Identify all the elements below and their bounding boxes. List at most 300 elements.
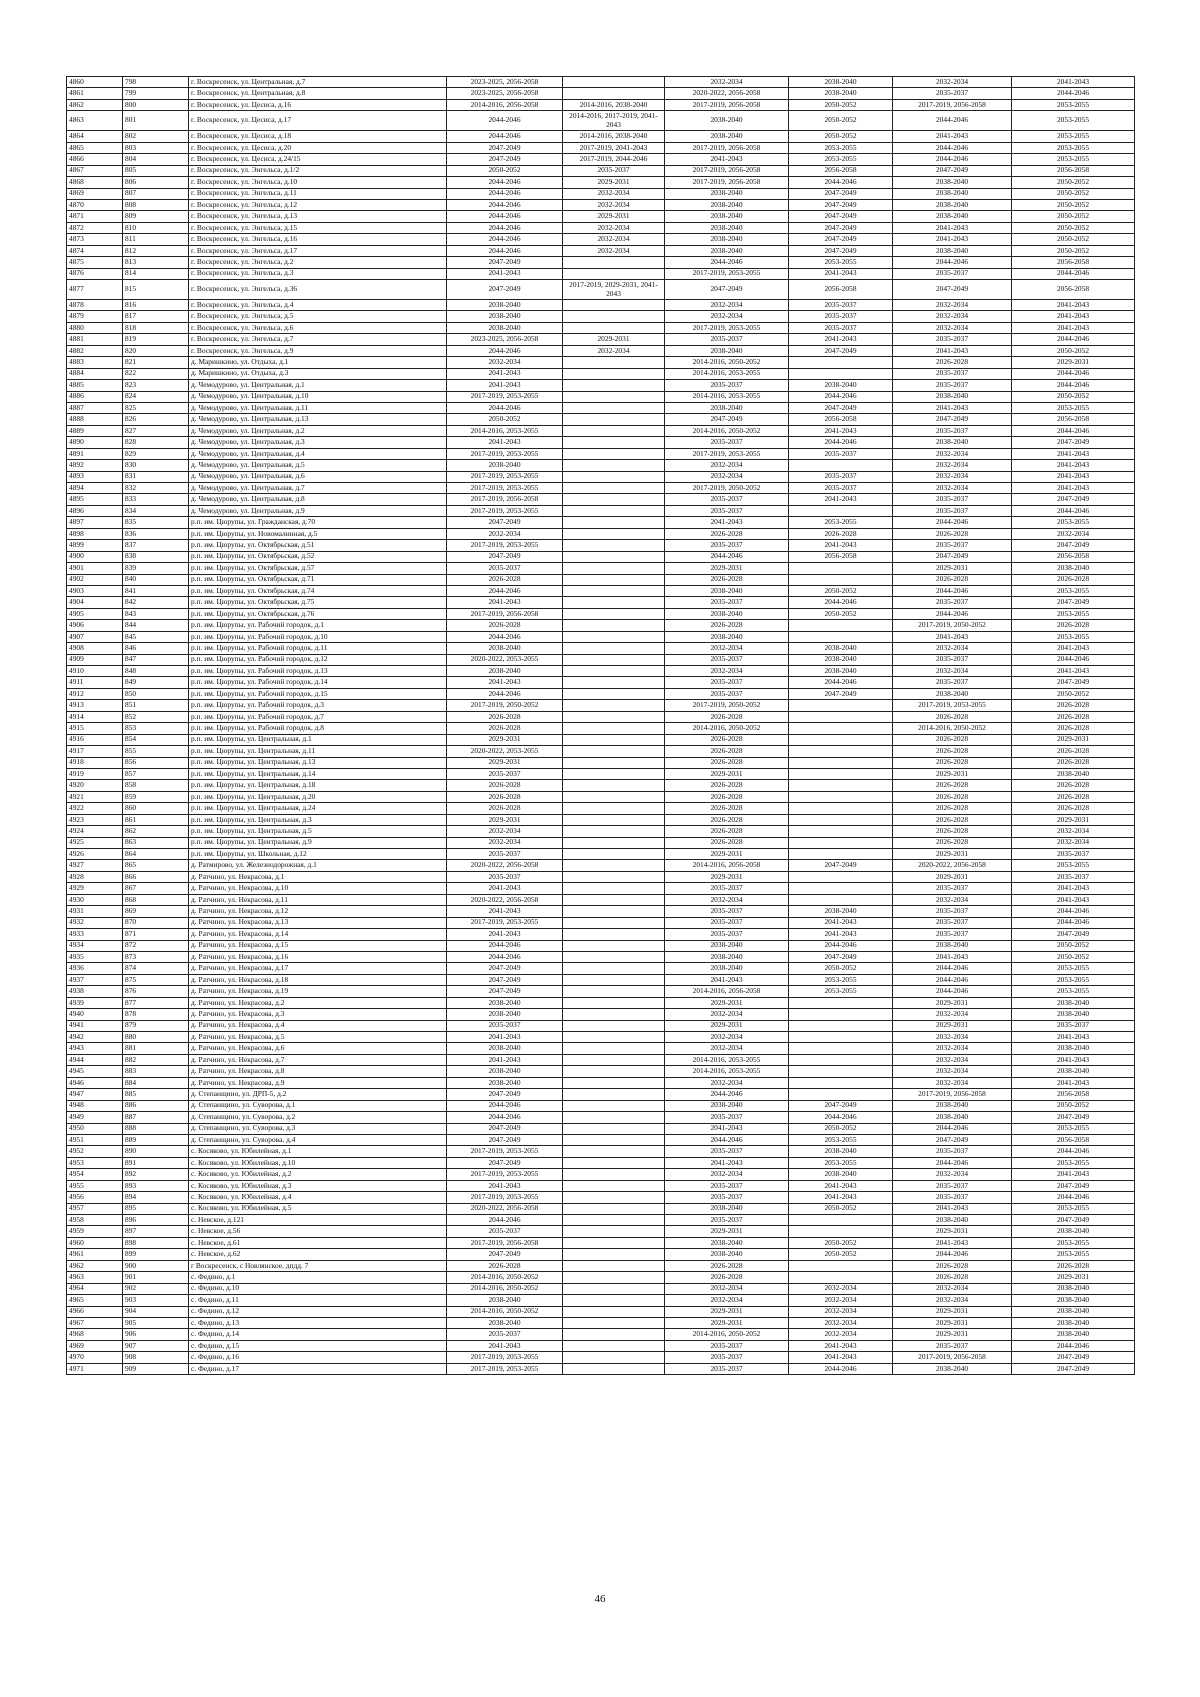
period-cell-3: 2044-2046 bbox=[665, 257, 789, 268]
period-cell-4 bbox=[789, 997, 893, 1008]
period-cell-4: 2053-2055 bbox=[789, 517, 893, 528]
period-cell-5: 2035-2037 bbox=[893, 540, 1012, 551]
address-cell: р.п. им. Цюрупы, ул. Школьная, д.12 bbox=[189, 849, 447, 860]
row-number-cell: 4959 bbox=[67, 1226, 123, 1237]
period-cell-5: 2038-2040 bbox=[893, 940, 1012, 951]
period-cell-4: 2035-2037 bbox=[789, 300, 893, 311]
address-cell: р.п. им. Цюрупы, ул. Октябрьская, д.57 bbox=[189, 563, 447, 574]
table-row bbox=[67, 300, 1135, 311]
row-number-cell: 4899 bbox=[67, 540, 123, 551]
row-number-cell: 4923 bbox=[67, 814, 123, 825]
row-number-cell: 4890 bbox=[67, 437, 123, 448]
period-cell-1: 2017-2019, 2053-2055 bbox=[447, 505, 563, 516]
period-cell-2 bbox=[563, 1340, 665, 1351]
period-cell-6: 2041-2043 bbox=[1012, 1169, 1135, 1180]
period-cell-5: 2017-2019, 2056-2058 bbox=[893, 1352, 1012, 1363]
period-cell-2 bbox=[563, 1123, 665, 1134]
period-cell-3: 2029-2031 bbox=[665, 1226, 789, 1237]
period-cell-2 bbox=[563, 1180, 665, 1191]
row-number-cell: 4969 bbox=[67, 1340, 123, 1351]
row-number-cell: 4901 bbox=[67, 563, 123, 574]
period-cell-4: 2038-2040 bbox=[789, 1169, 893, 1180]
period-cell-6: 2050-2052 bbox=[1012, 188, 1135, 199]
period-cell-5: 2035-2037 bbox=[893, 1192, 1012, 1203]
period-cell-4 bbox=[789, 780, 893, 791]
table-row bbox=[67, 1077, 1135, 1088]
address-cell: д. Чемодурово, ул. Центральная, д.11 bbox=[189, 402, 447, 413]
table-row bbox=[67, 311, 1135, 322]
period-cell-1: 2023-2025, 2056-2058 bbox=[447, 88, 563, 99]
period-cell-5: 2032-2034 bbox=[893, 1009, 1012, 1020]
house-number-cell: 833 bbox=[123, 494, 189, 505]
period-cell-1: 2044-2046 bbox=[447, 222, 563, 233]
period-cell-5: 2014-2016, 2050-2052 bbox=[893, 723, 1012, 734]
table-row bbox=[67, 551, 1135, 562]
period-cell-4: 2053-2055 bbox=[789, 986, 893, 997]
period-cell-5: 2047-2049 bbox=[893, 1134, 1012, 1145]
period-cell-3: 2038-2040 bbox=[665, 188, 789, 199]
period-cell-6: 2026-2028 bbox=[1012, 791, 1135, 802]
house-number-cell: 865 bbox=[123, 860, 189, 871]
row-number-cell: 4880 bbox=[67, 322, 123, 333]
house-number-cell: 864 bbox=[123, 849, 189, 860]
house-number-cell: 814 bbox=[123, 268, 189, 279]
period-cell-2: 2032-2034 bbox=[563, 345, 665, 356]
table-row bbox=[67, 871, 1135, 882]
period-cell-2 bbox=[563, 1066, 665, 1077]
period-cell-4: 2038-2040 bbox=[789, 1146, 893, 1157]
house-number-cell: 900 bbox=[123, 1260, 189, 1271]
period-cell-1: 2023-2025, 2056-2058 bbox=[447, 77, 563, 88]
address-cell: р.п. им. Цюрупы, ул. Рабочий городок, д.12 bbox=[189, 654, 447, 665]
address-cell: с. Федино, д.11 bbox=[189, 1295, 447, 1306]
period-cell-2 bbox=[563, 1134, 665, 1145]
period-cell-4: 2032-2034 bbox=[789, 1306, 893, 1317]
period-cell-5: 2029-2031 bbox=[893, 1306, 1012, 1317]
period-cell-3: 2035-2037 bbox=[665, 1352, 789, 1363]
period-cell-6: 2026-2028 bbox=[1012, 803, 1135, 814]
period-cell-1: 2029-2031 bbox=[447, 757, 563, 768]
house-number-cell: 884 bbox=[123, 1077, 189, 1088]
period-cell-1: 2020-2022, 2053-2055 bbox=[447, 654, 563, 665]
period-cell-6: 2026-2028 bbox=[1012, 757, 1135, 768]
period-cell-2 bbox=[563, 723, 665, 734]
address-cell: д. Ратчино, ул. Некрасова, д.14 bbox=[189, 929, 447, 940]
table-row bbox=[67, 1260, 1135, 1271]
period-cell-1: 2041-2043 bbox=[447, 1054, 563, 1065]
house-number-cell: 827 bbox=[123, 425, 189, 436]
period-cell-4: 2032-2034 bbox=[789, 1317, 893, 1328]
period-cell-1: 2041-2043 bbox=[447, 380, 563, 391]
table-row bbox=[67, 1283, 1135, 1294]
period-cell-1: 2044-2046 bbox=[447, 585, 563, 596]
house-number-cell: 798 bbox=[123, 77, 189, 88]
house-number-cell: 878 bbox=[123, 1009, 189, 1020]
table-row bbox=[67, 1295, 1135, 1306]
period-cell-6: 2041-2043 bbox=[1012, 471, 1135, 482]
period-cell-3: 2038-2040 bbox=[665, 631, 789, 642]
table-row bbox=[67, 883, 1135, 894]
period-cell-5: 2032-2034 bbox=[893, 448, 1012, 459]
period-cell-6: 2050-2052 bbox=[1012, 951, 1135, 962]
address-cell: с. Федино, д.10 bbox=[189, 1283, 447, 1294]
period-cell-5: 2038-2040 bbox=[893, 1112, 1012, 1123]
row-number-cell: 4866 bbox=[67, 154, 123, 165]
period-cell-3: 2035-2037 bbox=[665, 1340, 789, 1351]
period-cell-1: 2029-2031 bbox=[447, 814, 563, 825]
period-cell-1: 2014-2016, 2056-2058 bbox=[447, 99, 563, 110]
row-number-cell: 4916 bbox=[67, 734, 123, 745]
house-number-cell: 847 bbox=[123, 654, 189, 665]
period-cell-4 bbox=[789, 871, 893, 882]
house-number-cell: 822 bbox=[123, 368, 189, 379]
period-cell-6: 2053-2055 bbox=[1012, 1157, 1135, 1168]
address-cell: р.п. им. Цюрупы, ул. Рабочий городок, д.14 bbox=[189, 677, 447, 688]
house-number-cell: 811 bbox=[123, 234, 189, 245]
period-cell-6: 2026-2028 bbox=[1012, 574, 1135, 585]
period-cell-1: 2044-2046 bbox=[447, 131, 563, 142]
period-cell-5: 2032-2034 bbox=[893, 1066, 1012, 1077]
period-cell-3: 2014-2016, 2056-2058 bbox=[665, 986, 789, 997]
table-row bbox=[67, 711, 1135, 722]
period-cell-4: 2053-2055 bbox=[789, 142, 893, 153]
period-cell-1: 2038-2040 bbox=[447, 666, 563, 677]
table-row bbox=[67, 1134, 1135, 1145]
table-row bbox=[67, 574, 1135, 585]
period-cell-2 bbox=[563, 803, 665, 814]
period-cell-3: 2035-2037 bbox=[665, 1363, 789, 1374]
table-row bbox=[67, 1157, 1135, 1168]
period-cell-4: 2035-2037 bbox=[789, 471, 893, 482]
house-number-cell: 886 bbox=[123, 1100, 189, 1111]
period-cell-3: 2032-2034 bbox=[665, 1283, 789, 1294]
period-cell-3: 2038-2040 bbox=[665, 211, 789, 222]
address-cell: д. Ратчино, ул. Некрасова, д.12 bbox=[189, 906, 447, 917]
address-cell: д. Чемодурово, ул. Центральная, д.7 bbox=[189, 483, 447, 494]
table-row bbox=[67, 1317, 1135, 1328]
address-cell: р.п. им. Цюрупы, ул. Центральная, д.1 bbox=[189, 734, 447, 745]
period-cell-3: 2014-2016, 2050-2052 bbox=[665, 723, 789, 734]
period-cell-5: 2035-2037 bbox=[893, 268, 1012, 279]
address-cell: с. Федино, д.15 bbox=[189, 1340, 447, 1351]
house-number-cell: 903 bbox=[123, 1295, 189, 1306]
row-number-cell: 4904 bbox=[67, 597, 123, 608]
period-cell-1: 2017-2019, 2053-2055 bbox=[447, 448, 563, 459]
period-cell-1: 2047-2049 bbox=[447, 257, 563, 268]
period-cell-3: 2026-2028 bbox=[665, 711, 789, 722]
period-cell-4: 2056-2058 bbox=[789, 414, 893, 425]
table-row bbox=[67, 380, 1135, 391]
period-cell-4: 2047-2049 bbox=[789, 402, 893, 413]
period-cell-2 bbox=[563, 460, 665, 471]
period-cell-2 bbox=[563, 88, 665, 99]
period-cell-4: 2041-2043 bbox=[789, 334, 893, 345]
period-cell-5: 2026-2028 bbox=[893, 574, 1012, 585]
period-cell-3: 2038-2040 bbox=[665, 1203, 789, 1214]
period-cell-5: 2038-2040 bbox=[893, 391, 1012, 402]
period-cell-2 bbox=[563, 963, 665, 974]
period-cell-3: 2047-2049 bbox=[665, 280, 789, 300]
period-cell-6: 2047-2049 bbox=[1012, 1352, 1135, 1363]
house-number-cell: 852 bbox=[123, 711, 189, 722]
period-cell-3: 2038-2040 bbox=[665, 963, 789, 974]
table-row bbox=[67, 974, 1135, 985]
period-cell-2 bbox=[563, 643, 665, 654]
period-cell-6: 2038-2040 bbox=[1012, 1306, 1135, 1317]
period-cell-6: 2050-2052 bbox=[1012, 199, 1135, 210]
row-number-cell: 4872 bbox=[67, 222, 123, 233]
period-cell-2 bbox=[563, 654, 665, 665]
period-cell-4 bbox=[789, 1226, 893, 1237]
row-number-cell: 4936 bbox=[67, 963, 123, 974]
period-cell-2 bbox=[563, 357, 665, 368]
address-cell: д. Чемодурово, ул. Центральная, д.2 bbox=[189, 425, 447, 436]
table-row bbox=[67, 734, 1135, 745]
period-cell-5: 2047-2049 bbox=[893, 551, 1012, 562]
period-cell-3: 2041-2043 bbox=[665, 1157, 789, 1168]
period-cell-3: 2038-2040 bbox=[665, 1100, 789, 1111]
period-cell-4: 2041-2043 bbox=[789, 929, 893, 940]
address-cell: р.п. им. Цюрупы, ул. Рабочий городок, д.8 bbox=[189, 723, 447, 734]
period-cell-3: 2026-2028 bbox=[665, 1272, 789, 1283]
period-cell-6: 2032-2034 bbox=[1012, 528, 1135, 539]
period-cell-4: 2038-2040 bbox=[789, 88, 893, 99]
period-cell-3: 2014-2016, 2050-2052 bbox=[665, 357, 789, 368]
period-cell-6: 2029-2031 bbox=[1012, 357, 1135, 368]
row-number-cell: 4909 bbox=[67, 654, 123, 665]
period-cell-1: 2047-2049 bbox=[447, 974, 563, 985]
period-cell-5: 2026-2028 bbox=[893, 1260, 1012, 1271]
period-cell-1: 2017-2019, 2056-2058 bbox=[447, 608, 563, 619]
house-number-cell: 800 bbox=[123, 99, 189, 110]
period-cell-1: 2047-2049 bbox=[447, 551, 563, 562]
period-cell-4: 2038-2040 bbox=[789, 666, 893, 677]
period-cell-5: 2032-2034 bbox=[893, 643, 1012, 654]
address-cell: д. Степанщино, ул. Суворова, д.1 bbox=[189, 1100, 447, 1111]
row-number-cell: 4925 bbox=[67, 837, 123, 848]
address-cell: р.п. им. Цюрупы, ул. Октябрьская, д.52 bbox=[189, 551, 447, 562]
period-cell-1: 2050-2052 bbox=[447, 414, 563, 425]
row-number-cell: 4956 bbox=[67, 1192, 123, 1203]
period-cell-4 bbox=[789, 1260, 893, 1271]
period-cell-3: 2029-2031 bbox=[665, 849, 789, 860]
row-number-cell: 4887 bbox=[67, 402, 123, 413]
row-number-cell: 4961 bbox=[67, 1249, 123, 1260]
row-number-cell: 4898 bbox=[67, 528, 123, 539]
address-cell: г. Воскресенск, ул. Центральная, д.7 bbox=[189, 77, 447, 88]
row-number-cell: 4946 bbox=[67, 1077, 123, 1088]
period-cell-6: 2047-2049 bbox=[1012, 929, 1135, 940]
row-number-cell: 4868 bbox=[67, 177, 123, 188]
house-number-cell: 897 bbox=[123, 1226, 189, 1237]
period-cell-3: 2038-2040 bbox=[665, 345, 789, 356]
period-cell-1: 2017-2019, 2053-2055 bbox=[447, 540, 563, 551]
period-cell-5: 2029-2031 bbox=[893, 1226, 1012, 1237]
period-cell-5: 2044-2046 bbox=[893, 154, 1012, 165]
address-cell: р.п. им. Цюрупы, ул. Центральная, д.14 bbox=[189, 768, 447, 779]
period-cell-3: 2038-2040 bbox=[665, 585, 789, 596]
period-cell-5: 2026-2028 bbox=[893, 837, 1012, 848]
address-cell: г. Воскресенск, ул. Энгельса, д.17 bbox=[189, 245, 447, 256]
row-number-cell: 4971 bbox=[67, 1363, 123, 1374]
period-cell-3: 2017-2019, 2050-2052 bbox=[665, 483, 789, 494]
period-cell-5: 2038-2040 bbox=[893, 1215, 1012, 1226]
period-cell-3: 2038-2040 bbox=[665, 608, 789, 619]
period-cell-4: 2056-2058 bbox=[789, 551, 893, 562]
house-number-cell: 881 bbox=[123, 1043, 189, 1054]
period-cell-1: 2035-2037 bbox=[447, 768, 563, 779]
period-cell-4: 2053-2055 bbox=[789, 974, 893, 985]
address-cell: с. Косяково, ул. Юбилейная, д.4 bbox=[189, 1192, 447, 1203]
row-number-cell: 4915 bbox=[67, 723, 123, 734]
period-cell-2 bbox=[563, 768, 665, 779]
period-cell-4: 2041-2043 bbox=[789, 917, 893, 928]
address-cell: р.п. им. Цюрупы, ул. Рабочий городок, д.3 bbox=[189, 700, 447, 711]
period-cell-4: 2050-2052 bbox=[789, 1237, 893, 1248]
period-cell-2 bbox=[563, 791, 665, 802]
house-number-cell: 854 bbox=[123, 734, 189, 745]
table-row bbox=[67, 280, 1135, 300]
period-cell-5: 2041-2043 bbox=[893, 234, 1012, 245]
address-cell: с. Косяково, ул. Юбилейная, д.3 bbox=[189, 1180, 447, 1191]
period-cell-2 bbox=[563, 311, 665, 322]
period-cell-6: 2050-2052 bbox=[1012, 222, 1135, 233]
period-cell-3: 2032-2034 bbox=[665, 1009, 789, 1020]
house-number-cell: 836 bbox=[123, 528, 189, 539]
period-cell-5: 2026-2028 bbox=[893, 803, 1012, 814]
period-cell-4 bbox=[789, 357, 893, 368]
period-cell-2 bbox=[563, 734, 665, 745]
period-cell-6: 2053-2055 bbox=[1012, 585, 1135, 596]
table-row bbox=[67, 460, 1135, 471]
period-cell-3: 2035-2037 bbox=[665, 597, 789, 608]
period-cell-1: 2041-2043 bbox=[447, 883, 563, 894]
period-cell-1: 2038-2040 bbox=[447, 311, 563, 322]
house-number-cell: 821 bbox=[123, 357, 189, 368]
period-cell-6: 2047-2049 bbox=[1012, 1363, 1135, 1374]
period-cell-4: 2056-2058 bbox=[789, 165, 893, 176]
address-cell: р.п. им. Цюрупы, ул. Рабочий городок, д.11 bbox=[189, 643, 447, 654]
period-cell-2 bbox=[563, 368, 665, 379]
period-cell-5: 2026-2028 bbox=[893, 357, 1012, 368]
period-cell-5: 2017-2019, 2053-2055 bbox=[893, 700, 1012, 711]
period-cell-5: 2029-2031 bbox=[893, 849, 1012, 860]
period-cell-3: 2038-2040 bbox=[665, 940, 789, 951]
period-cell-5: 2038-2040 bbox=[893, 245, 1012, 256]
period-cell-4: 2050-2052 bbox=[789, 1123, 893, 1134]
address-cell: д. Степанщино, ул. Суворова, д.2 bbox=[189, 1112, 447, 1123]
period-cell-3: 2017-2019, 2056-2058 bbox=[665, 165, 789, 176]
period-cell-1: 2044-2046 bbox=[447, 345, 563, 356]
period-cell-4: 2026-2028 bbox=[789, 528, 893, 539]
period-cell-1: 2017-2019, 2053-2055 bbox=[447, 471, 563, 482]
house-number-cell: 842 bbox=[123, 597, 189, 608]
period-cell-1: 2041-2043 bbox=[447, 929, 563, 940]
period-cell-5: 2029-2031 bbox=[893, 1020, 1012, 1031]
table-row bbox=[67, 620, 1135, 631]
period-cell-3: 2017-2019, 2056-2058 bbox=[665, 177, 789, 188]
table-row bbox=[67, 1009, 1135, 1020]
house-number-cell: 905 bbox=[123, 1317, 189, 1328]
period-cell-6: 2056-2058 bbox=[1012, 414, 1135, 425]
address-cell: р.п. им. Цюрупы, ул. Центральная, д.24 bbox=[189, 803, 447, 814]
house-number-cell: 896 bbox=[123, 1215, 189, 1226]
period-cell-5: 2032-2034 bbox=[893, 322, 1012, 333]
period-cell-3: 2032-2034 bbox=[665, 77, 789, 88]
address-cell: р.п. им. Цюрупы, ул. Рабочий городок, д.15 bbox=[189, 688, 447, 699]
period-cell-1: 2014-2016, 2053-2055 bbox=[447, 425, 563, 436]
period-cell-1: 2014-2016, 2050-2052 bbox=[447, 1272, 563, 1283]
period-cell-3: 2017-2019, 2050-2052 bbox=[665, 700, 789, 711]
table-row bbox=[67, 631, 1135, 642]
period-cell-3: 2029-2031 bbox=[665, 1020, 789, 1031]
period-cell-3: 2038-2040 bbox=[665, 111, 789, 131]
period-cell-6: 2044-2046 bbox=[1012, 1192, 1135, 1203]
address-cell: д. Ратчино, ул. Некрасова, д.8 bbox=[189, 1066, 447, 1077]
address-cell: р.п. им. Цюрупы, ул. Центральная, д.5 bbox=[189, 826, 447, 837]
period-cell-2 bbox=[563, 563, 665, 574]
house-number-cell: 848 bbox=[123, 666, 189, 677]
row-number-cell: 4935 bbox=[67, 951, 123, 962]
row-number-cell: 4911 bbox=[67, 677, 123, 688]
house-number-cell: 898 bbox=[123, 1237, 189, 1248]
period-cell-1: 2047-2049 bbox=[447, 986, 563, 997]
period-cell-4 bbox=[789, 791, 893, 802]
address-cell: с. Федино, д.12 bbox=[189, 1306, 447, 1317]
period-cell-2 bbox=[563, 425, 665, 436]
table-row bbox=[67, 391, 1135, 402]
address-cell: г. Воскресенск, ул. Энгельса, д.6 bbox=[189, 322, 447, 333]
period-cell-5: 2044-2046 bbox=[893, 963, 1012, 974]
period-cell-5: 2026-2028 bbox=[893, 791, 1012, 802]
period-cell-4 bbox=[789, 368, 893, 379]
period-cell-2 bbox=[563, 1260, 665, 1271]
period-cell-6: 2047-2049 bbox=[1012, 437, 1135, 448]
period-cell-2 bbox=[563, 951, 665, 962]
period-cell-6: 2029-2031 bbox=[1012, 1272, 1135, 1283]
period-cell-6: 2044-2046 bbox=[1012, 917, 1135, 928]
period-cell-3: 2035-2037 bbox=[665, 494, 789, 505]
period-cell-2 bbox=[563, 1306, 665, 1317]
period-cell-5: 2041-2043 bbox=[893, 131, 1012, 142]
row-number-cell: 4953 bbox=[67, 1157, 123, 1168]
period-cell-1: 2050-2052 bbox=[447, 165, 563, 176]
period-cell-6: 2056-2058 bbox=[1012, 1134, 1135, 1145]
period-cell-1: 2035-2037 bbox=[447, 1226, 563, 1237]
period-cell-6: 2047-2049 bbox=[1012, 494, 1135, 505]
house-number-cell: 857 bbox=[123, 768, 189, 779]
period-cell-1: 2026-2028 bbox=[447, 791, 563, 802]
period-cell-2: 2029-2031 bbox=[563, 177, 665, 188]
table-row bbox=[67, 757, 1135, 768]
period-cell-4: 2047-2049 bbox=[789, 199, 893, 210]
row-number-cell: 4860 bbox=[67, 77, 123, 88]
table-row bbox=[67, 929, 1135, 940]
period-cell-2 bbox=[563, 1089, 665, 1100]
period-cell-4: 2041-2043 bbox=[789, 494, 893, 505]
period-cell-4 bbox=[789, 768, 893, 779]
house-number-cell: 830 bbox=[123, 460, 189, 471]
house-number-cell: 875 bbox=[123, 974, 189, 985]
period-cell-6: 2053-2055 bbox=[1012, 1249, 1135, 1260]
house-number-cell: 876 bbox=[123, 986, 189, 997]
period-cell-2 bbox=[563, 77, 665, 88]
table-row bbox=[67, 791, 1135, 802]
period-cell-5: 2044-2046 bbox=[893, 111, 1012, 131]
house-number-cell: 838 bbox=[123, 551, 189, 562]
address-cell: г. Воскресенск, ул. Энгельса, д.10 bbox=[189, 177, 447, 188]
period-cell-5: 2035-2037 bbox=[893, 917, 1012, 928]
